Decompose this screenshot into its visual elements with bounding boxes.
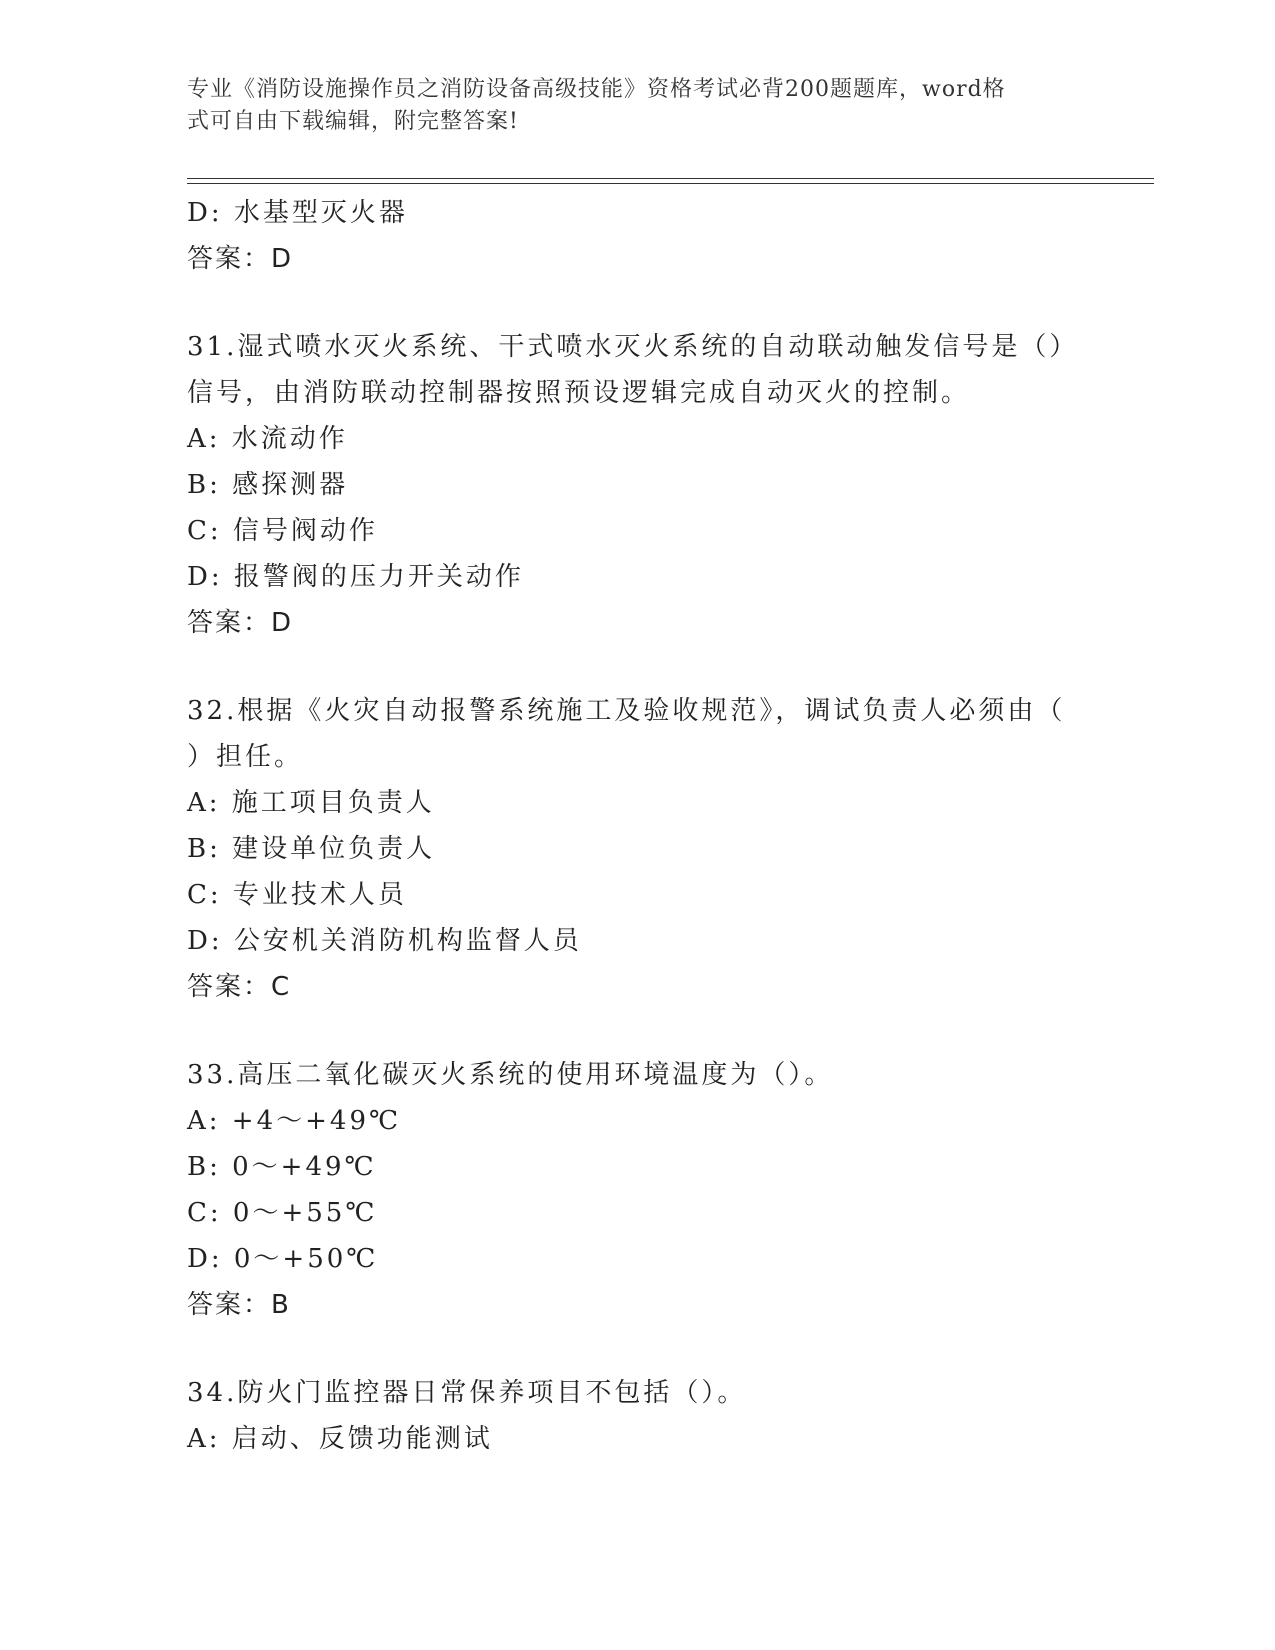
document-body — [187, 190, 1079, 1462]
option-b: B: 建设单位负责人 — [187, 834, 436, 864]
option-c: C: 专业技术人员 — [187, 880, 407, 910]
answer: 答案：D — [187, 608, 294, 638]
option-a: A: +4～+49℃ — [187, 1106, 402, 1136]
question-31 — [187, 324, 1079, 646]
question-stem: 31.湿式喷水灭火系统、干式喷水灭火系统的自动联动触发信号是（） 信号，由消防联动控制器按照预设逻辑完成自动灭火的控制。 — [187, 332, 1079, 408]
question-33 — [187, 1052, 1067, 1328]
header-divider-top — [187, 178, 1154, 179]
question-34 — [187, 1370, 1067, 1462]
answer: 答案：B — [187, 1290, 291, 1320]
answer: 答案：D — [187, 244, 294, 274]
option-a: A: 水流动作 — [187, 424, 348, 454]
question-stem: 34.防火门监控器日常保养项目不包括（）。 — [187, 1378, 747, 1408]
option-a: A: 施工项目负责人 — [187, 788, 435, 818]
option-b: B: 感探测器 — [187, 470, 349, 500]
question-stem: 32.根据《火灾自动报警系统施工及验收规范》，调试负责人必须由（ ）担任。 — [187, 696, 1066, 772]
option-d: D: 报警阀的压力开关动作 — [187, 562, 524, 592]
option-d: D: 0～+50℃ — [187, 1244, 379, 1274]
question-32 — [187, 688, 1067, 1010]
option-b: B: 0～+49℃ — [187, 1152, 377, 1182]
option-a: A: 启动、反馈功能测试 — [187, 1424, 493, 1454]
option-d: D: 水基型灭火器 — [187, 198, 408, 228]
option-c: C: 信号阀动作 — [187, 516, 378, 546]
question-stem: 33.高压二氧化碳灭火系统的使用环境温度为（）。 — [187, 1060, 834, 1090]
option-d: D: 公安机关消防机构监督人员 — [187, 926, 582, 956]
header-line-1: 专业《消防设施操作员之消防设备高级技能》资格考试必背200题题库，word格 — [187, 77, 1006, 102]
document-header — [187, 74, 1067, 138]
option-c: C: 0～+55℃ — [187, 1198, 378, 1228]
answer: 答案：C — [187, 972, 292, 1002]
header-divider-bottom — [187, 183, 1154, 184]
question-fragment-30 — [187, 190, 1067, 282]
header-line-2: 式可自由下载编辑，附完整答案! — [187, 109, 519, 134]
